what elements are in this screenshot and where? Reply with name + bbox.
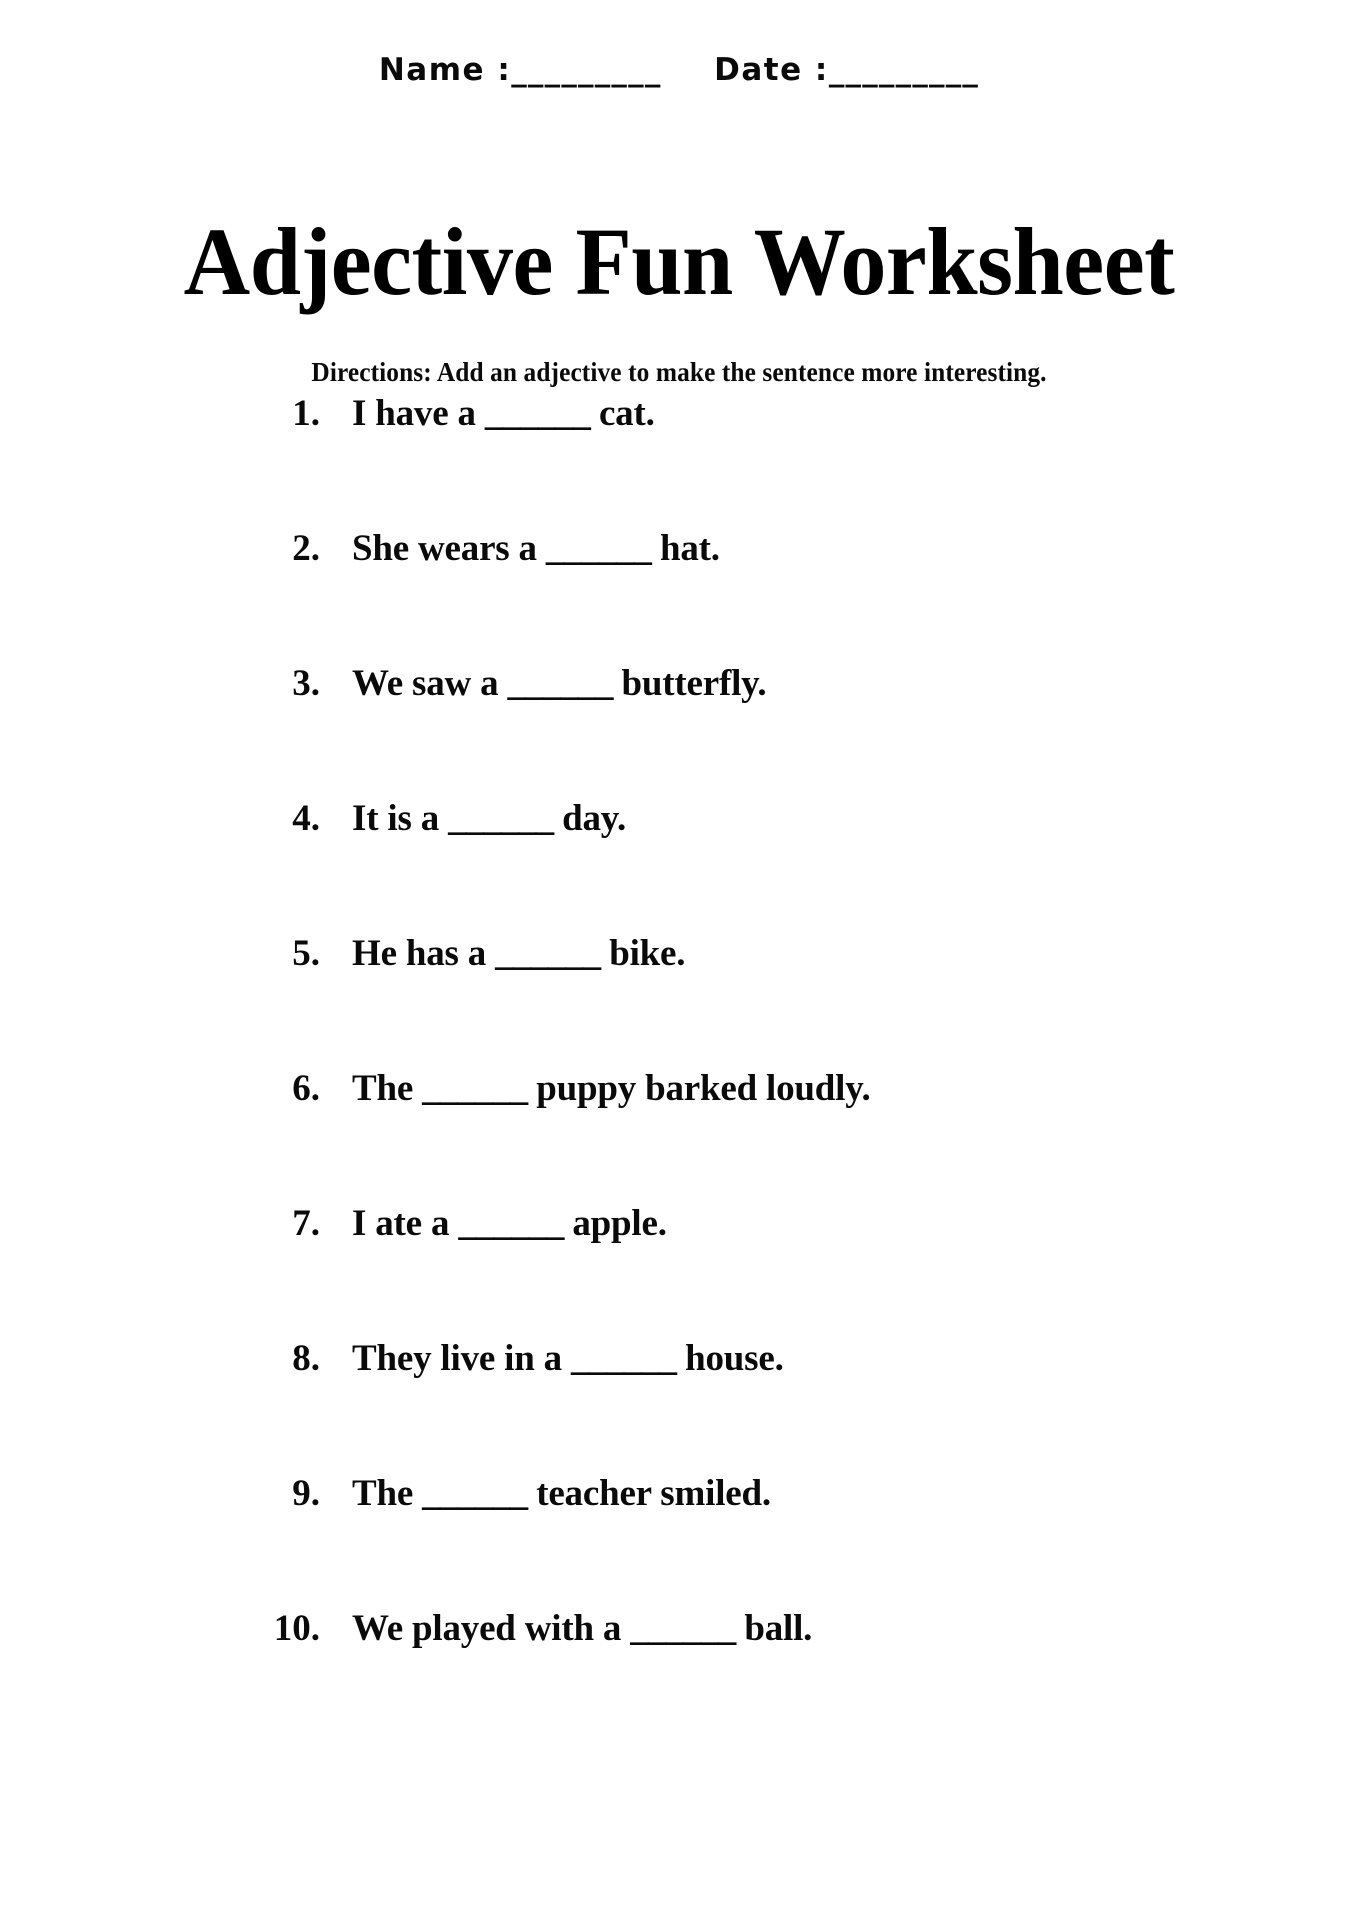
- sentence-suffix: bike.: [609, 933, 686, 974]
- sentence-suffix: day.: [562, 798, 627, 839]
- question-item: [258, 1472, 1258, 1607]
- date-label: Date :: [714, 52, 829, 88]
- sentence-suffix: apple.: [572, 1203, 667, 1244]
- sentence-suffix: butterfly.: [621, 663, 767, 704]
- question-sentence: [352, 1607, 812, 1650]
- sentence-suffix: cat.: [598, 393, 655, 434]
- sentence-prefix: The: [352, 1068, 414, 1109]
- question-sentence: [352, 1067, 871, 1110]
- date-field[interactable]: [714, 52, 979, 88]
- sentence-suffix: ball.: [744, 1608, 813, 1649]
- name-field[interactable]: [379, 52, 662, 88]
- question-sentence: [352, 1472, 771, 1515]
- answer-blank[interactable]: ______: [571, 1338, 677, 1379]
- question-number: 8.: [292, 1338, 320, 1379]
- answer-blank[interactable]: ______: [422, 1473, 528, 1514]
- question-number: 1.: [292, 393, 320, 434]
- question-sentence: [352, 527, 720, 570]
- question-sentence: [352, 662, 766, 705]
- question-sentence: [352, 797, 626, 840]
- question-item: [258, 392, 1258, 527]
- sentence-prefix: She wears a: [352, 528, 537, 569]
- answer-blank[interactable]: ______: [448, 798, 554, 839]
- answer-blank[interactable]: ______: [495, 933, 601, 974]
- question-number: 9.: [292, 1473, 320, 1514]
- answer-blank[interactable]: ______: [630, 1608, 736, 1649]
- sentence-prefix: The: [352, 1473, 414, 1514]
- answer-blank[interactable]: ______: [458, 1203, 564, 1244]
- question-item: [258, 1067, 1258, 1202]
- answer-blank[interactable]: ______: [545, 528, 651, 569]
- question-number: 6.: [292, 1068, 320, 1109]
- page-title: Adjective Fun Worksheet: [183, 208, 1175, 316]
- question-item: [258, 1607, 1258, 1742]
- answer-blank[interactable]: ______: [507, 663, 613, 704]
- answer-blank[interactable]: ______: [484, 393, 590, 434]
- question-sentence: [352, 932, 685, 975]
- question-item: [258, 527, 1258, 662]
- question-number: 4.: [292, 798, 320, 839]
- sentence-prefix: I have a: [352, 393, 476, 434]
- question-list: [258, 392, 1258, 1742]
- question-number: 2.: [292, 528, 320, 569]
- question-sentence: [352, 392, 655, 435]
- question-item: [258, 1202, 1258, 1337]
- answer-blank[interactable]: ______: [422, 1068, 528, 1109]
- name-label: Name :: [378, 52, 512, 88]
- question-item: [258, 1337, 1258, 1472]
- sentence-prefix: We saw a: [352, 663, 499, 704]
- sentence-suffix: house.: [685, 1338, 784, 1379]
- question-item: [258, 662, 1258, 797]
- sentence-prefix: It is a: [352, 798, 439, 839]
- sentence-prefix: We played with a: [352, 1608, 622, 1649]
- directions-text: Directions: Add an adjective to make the sentence more interesting.: [311, 357, 1047, 387]
- name-blank-rule: _________: [511, 52, 662, 88]
- question-number: 3.: [292, 663, 320, 704]
- name-date-header: [0, 52, 1358, 88]
- question-item: [258, 797, 1258, 932]
- sentence-suffix: puppy barked loudly.: [536, 1068, 871, 1109]
- question-number: 5.: [292, 933, 320, 974]
- sentence-prefix: He has a: [352, 933, 487, 974]
- sentence-suffix: teacher smiled.: [536, 1473, 771, 1514]
- question-number: 7.: [292, 1203, 320, 1244]
- sentence-prefix: I ate a: [352, 1203, 450, 1244]
- question-number: 10.: [273, 1608, 320, 1649]
- sentence-suffix: hat.: [659, 528, 720, 569]
- question-sentence: [352, 1337, 784, 1380]
- sentence-prefix: They live in a: [352, 1338, 562, 1379]
- question-item: [258, 932, 1258, 1067]
- question-sentence: [352, 1202, 667, 1245]
- date-blank-rule: _________: [828, 52, 980, 88]
